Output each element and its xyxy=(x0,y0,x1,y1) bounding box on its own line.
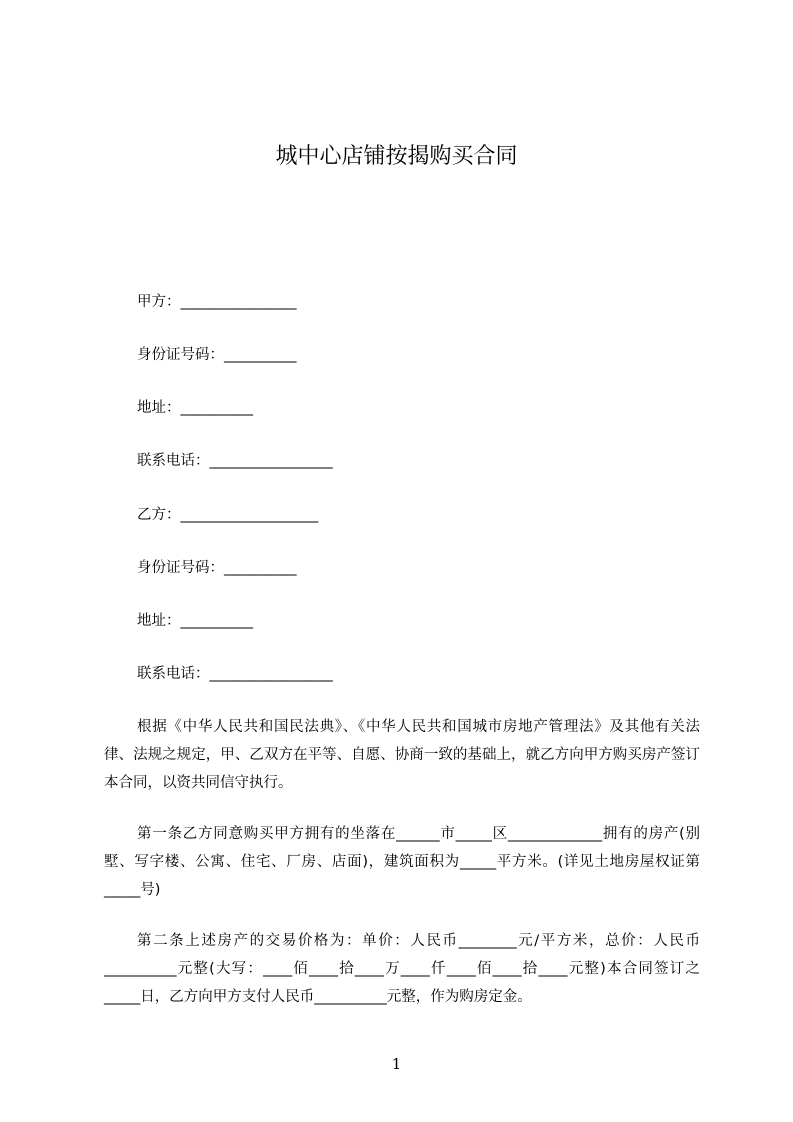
party-b-id-line: 身份证号码：__________ xyxy=(137,560,297,576)
party-a-address-line: 地址：__________ xyxy=(137,400,253,416)
article-2-paragraph: 第二条上述房产的交易价格为：单价：人民币________元/平方米，总价：人民币__________元整(大写：____佰____拾____万____仟____佰____拾____元整)本合同签订之_____日，乙方向甲方支付人民币__________元整，作为购房定金。 xyxy=(104,933,700,1005)
document-title: 城中心店铺按揭购买合同 xyxy=(275,144,518,169)
party-b-name-line: 乙方：___________________ xyxy=(137,507,319,523)
article-1-paragraph: 第一条乙方同意购买甲方拥有的坐落在______市_____区_____________拥有的房产(别墅、写字楼、公寓、住宅、厂房、店面)，建筑面积为_____平方米。(详见土地房屋权证第_____号) xyxy=(104,826,700,898)
party-b-address-line: 地址：__________ xyxy=(137,613,253,629)
party-a-id-line: 身份证号码：__________ xyxy=(137,347,297,363)
party-a-name-line: 甲方：________________ xyxy=(137,294,297,310)
preamble-paragraph: 根据《中华人民共和国民法典》、《中华人民共和国城市房地产管理法》及其他有关法律、法规之规定，甲、乙双方在平等、自愿、协商一致的基础上，就乙方向甲方购买房产签订本合同，以资共同信守执行。 xyxy=(104,719,700,791)
page-number: 1 xyxy=(391,1055,402,1073)
party-a-phone-line: 联系电话：_________________ xyxy=(137,453,333,469)
party-b-phone-line: 联系电话：_________________ xyxy=(137,666,333,682)
